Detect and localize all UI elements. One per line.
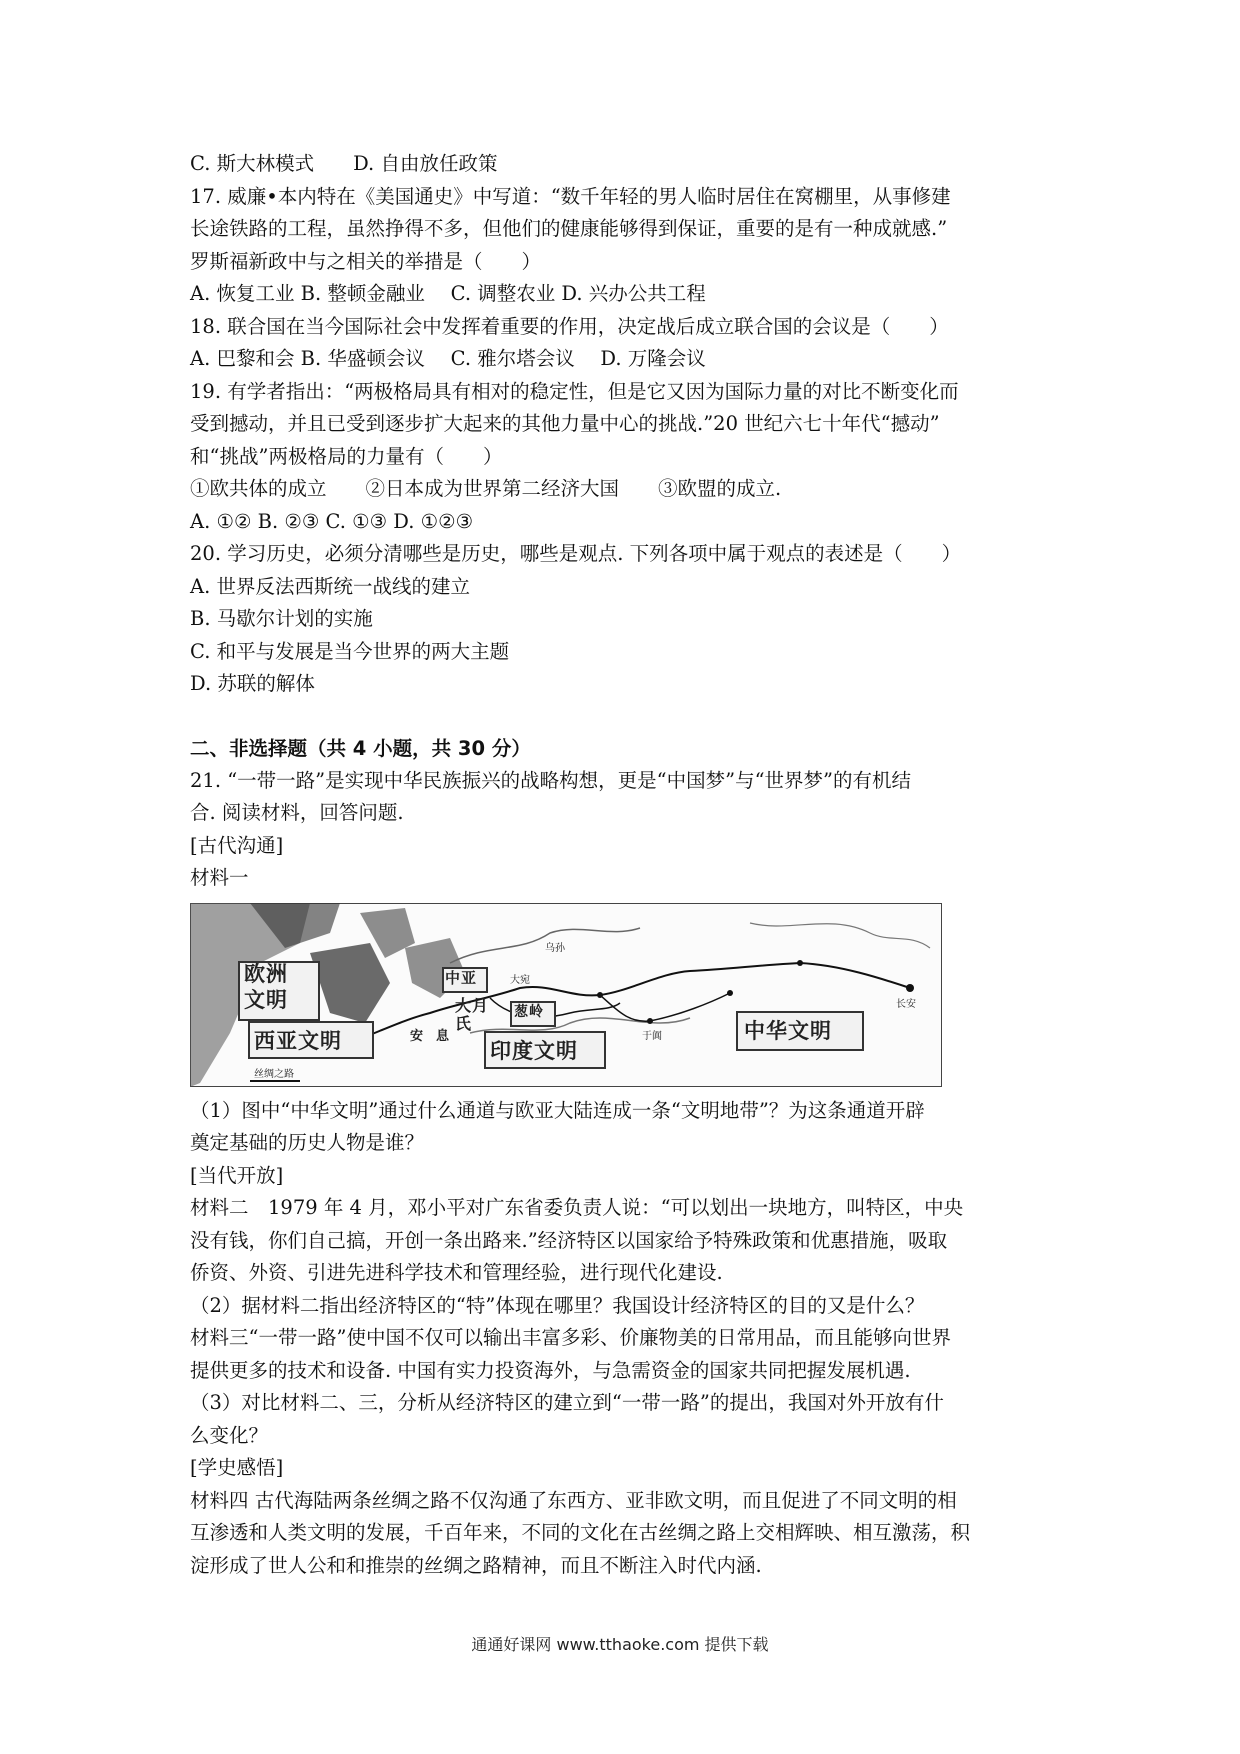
text-line: ①欧共体的成立 ②日本成为世界第二经济大国 ③欧盟的成立.	[190, 477, 782, 500]
question-21-intro	[190, 765, 1060, 895]
label-india: 印度文明	[490, 1038, 578, 1063]
exam-page	[190, 148, 1060, 1582]
text-line: C. 斯大林模式 D. 自由放任政策	[190, 152, 498, 175]
text-line: 材料三“一带一路”使中国不仅可以输出丰富多彩、价廉物美的日常用品，而且能够向世界	[190, 1326, 951, 1349]
text-line: D. 苏联的解体	[190, 672, 315, 695]
label-central-asia: 中亚	[445, 968, 478, 987]
label-wusun: 乌孙	[545, 942, 565, 954]
text-line: 提供更多的技术和设备. 中国有实力投资海外，与急需资金的国家共同把握发展机遇.	[190, 1358, 911, 1382]
text-line: 淀形成了世人公和和推崇的丝绸之路精神，而且不断注入时代内涵.	[190, 1553, 762, 1577]
label-legend: 丝绸之路	[254, 1068, 294, 1080]
text-line: 材料四 古代海陆两条丝绸之路不仅沟通了东西方、亚非欧文明，而且促进了不同文明的相	[190, 1488, 957, 1512]
text-line: 么变化？	[190, 1423, 269, 1447]
text-line: 侨资、外资、引进先进科学技术和管理经验，进行现代化建设.	[190, 1261, 723, 1284]
section-title: 二、非选择题（共 4 小题，共 30 分）	[190, 736, 531, 760]
text-line: [学史感悟]	[190, 1456, 284, 1479]
label-changan: 长安	[896, 998, 916, 1010]
label-congling: 葱岭	[514, 1003, 544, 1020]
label-europe: 欧洲 文明	[244, 961, 288, 1012]
text-line: 20. 学习历史，必须分清哪些是历史，哪些是观点. 下列各项中属于观点的表述是（ ）	[190, 542, 962, 565]
text-line: A. ①② B. ②③ C. ①③ D. ①②③	[190, 509, 474, 533]
text-line: 罗斯福新政中与之相关的举措是（ ）	[190, 249, 542, 273]
text-line: 受到撼动，并且已受到逐步扩大起来的其他力量中心的挑战.”20 世纪六七十年代“撼动”	[190, 412, 940, 435]
text-line: 没有钱，你们自己搞，开创一条出路来.”经济特区以国家给予特殊政策和优惠措施，吸取	[190, 1228, 948, 1252]
text-line: 21. “一带一路”是实现中华民族振兴的战略构想，更是“中国梦”与“世界梦”的有机结	[190, 768, 912, 792]
text-line: C. 和平与发展是当今世界的两大主题	[190, 639, 510, 663]
text-line: B. 马歇尔计划的实施	[190, 607, 373, 630]
text-line: 材料一	[190, 866, 249, 889]
text-line: A. 世界反法西斯统一战线的建立	[190, 574, 470, 598]
label-dayuezhi: 大月 氏	[455, 995, 490, 1033]
text-line: 材料二 1979 年 4 月，邓小平对广东省委负责人说：“可以划出一块地方，叫特区，中央	[190, 1196, 964, 1219]
text-line: （1）图中“中华文明”通过什么通道与欧亚大陆连成一条“文明地带”？为这条通道开辟	[190, 1098, 925, 1122]
text-line: 和“挑战”两极格局的力量有（ ）	[190, 444, 503, 468]
text-line: A. 巴黎和会 B. 华盛顿会议 C. 雅尔塔会议 D. 万隆会议	[190, 347, 706, 370]
text-line: [古代沟通]	[190, 833, 284, 857]
questions-17-20	[190, 148, 1060, 701]
text-line: [当代开放]	[190, 1163, 284, 1187]
label-china: 中华文明	[744, 1018, 832, 1043]
label-dayuan: 大宛	[510, 974, 530, 986]
label-yutian: 于阗	[642, 1030, 662, 1042]
text-line: 17. 威廉•本内特在《美国通史》中写道：“数千年轻的男人临时居住在窝棚里，从事修建	[190, 184, 951, 208]
question-21-materials	[190, 1095, 1060, 1583]
footer-watermark: 通通好课网 www.tthaoke.com 提供下载	[471, 1635, 769, 1654]
text-line: 合. 阅读材料，回答问题.	[190, 801, 404, 824]
text-line: （3）对比材料二、三，分析从经济特区的建立到“一带一路”的提出，我国对外开放有什	[190, 1391, 944, 1414]
text-line: 18. 联合国在当今国际社会中发挥着重要的作用，决定战后成立联合国的会议是（ ）	[190, 314, 949, 338]
text-line: 长途铁路的工程，虽然挣得不多，但他们的健康能够得到保证，重要的是有一种成就感.”	[190, 217, 948, 240]
text-line: 奠定基础的历史人物是谁？	[190, 1131, 425, 1154]
text-line: A. 恢复工业 B. 整顿金融业 C. 调整农业 D. 兴办公共工程	[190, 282, 706, 305]
text-line: 19. 有学者指出：“两极格局具有相对的稳定性，但是它又因为国际力量的对比不断变化而	[190, 379, 959, 403]
label-anxi: 安 息	[410, 1028, 450, 1044]
text-line: 互渗透和人类文明的发展，千百年来，不同的文化在古丝绸之路上交相辉映、相互激荡，积	[190, 1521, 971, 1544]
silk-road-map	[190, 903, 942, 1087]
label-west-asia: 西亚文明	[254, 1028, 342, 1053]
text-line: （2）据材料二指出经济特区的“特”体现在哪里？我国设计经济特区的目的又是什么？	[190, 1293, 925, 1317]
